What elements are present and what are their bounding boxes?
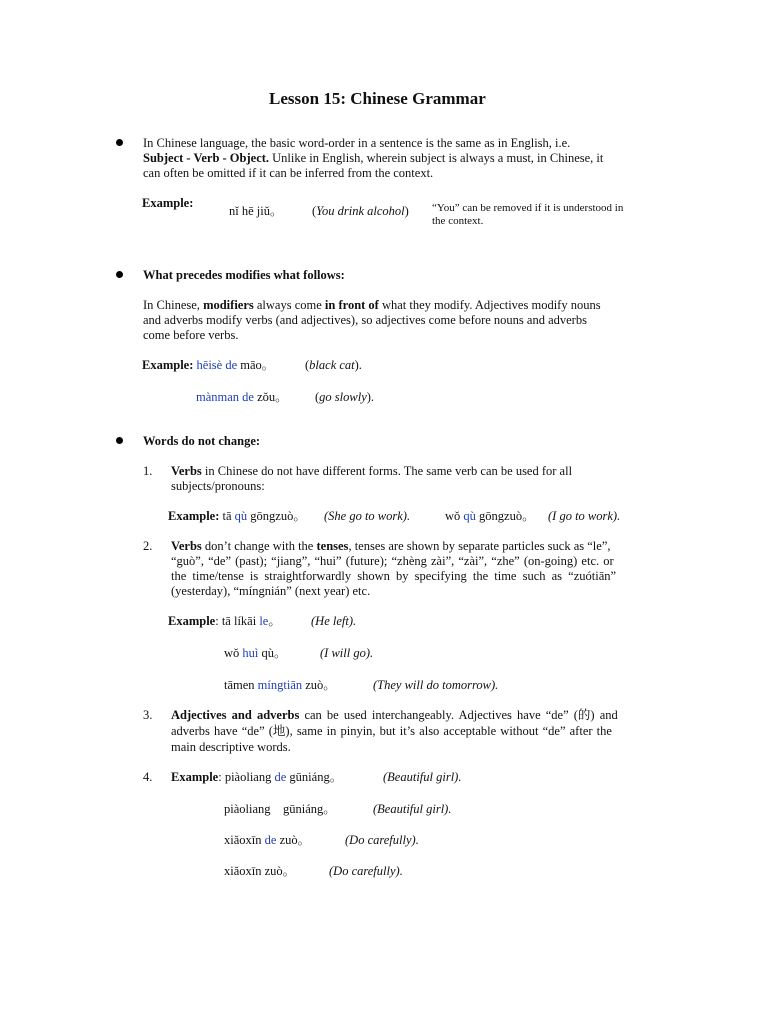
item1-line1: Verbs in Chinese do not have different forms. The same verb can be used for all (171, 464, 573, 478)
item2-line2: “guò”, “de” (past); “jiang”, “hui” (future); “zhèng zài”, “zài”, “zhe” (on-going) etc. or (171, 554, 614, 568)
item2-example-b-trans: (I will go). (320, 646, 374, 660)
item2-example-a: Example: tā líkāi le。 (168, 614, 281, 628)
s3-heading: Words do not change: (143, 434, 261, 448)
item1-example-b-trans: (I go to work). (548, 509, 621, 523)
example-translation: (You drink alcohol) (312, 204, 409, 218)
item4-example-d: xiǎoxīn zuò。 (224, 864, 296, 878)
item2-line1: Verbs don’t change with the tenses, tenses are shown by separate particles suck as “le”, (171, 539, 611, 553)
svo-term: Subject - Verb - Object. (143, 151, 270, 165)
item-number: 1. (143, 464, 153, 478)
s1-line2: Subject - Verb - Object. Unlike in English, wherein subject is always a must, in Chinese, it (143, 151, 604, 165)
item4-example-c: xiǎoxīn de zuò。 (224, 833, 311, 847)
item3-line2: adverbs have “de” (地), same in pinyin, but it’s also acceptable without “de” after the (171, 724, 612, 738)
item2-line4: (yesterday), “míngnián” (next year) etc. (171, 584, 371, 598)
item4-example-b-trans: (Beautiful girl). (373, 802, 452, 816)
s2-line2: and adverbs modify verbs (and adjectives), so adjectives come before nouns and adverbs (143, 313, 587, 327)
item3-line3: main descriptive words. (171, 740, 291, 754)
item2-line3: the time/tense is straightforwardly shown by specifying the time such as “zuótiān” (171, 569, 617, 583)
item4-example-a-trans: (Beautiful girl). (383, 770, 462, 784)
item2-example-c-trans: (They will do tomorrow). (373, 678, 499, 692)
item2-example-b: wǒ huì qù。 (224, 646, 287, 660)
s2-line3: come before verbs. (143, 328, 239, 342)
item1-example-b: wǒ qù gōngzuò。 (445, 509, 535, 523)
item2-example-c: tāmen míngtiān zuò。 (224, 678, 336, 692)
s1-line3: can often be omitted if it can be inferred from the context. (143, 166, 434, 180)
example-label: Example: (142, 196, 194, 210)
item-number: 3. (143, 708, 153, 722)
item4-example-b: piàoliang gūniáng。 (224, 802, 336, 816)
example-note-line1: “You” can be removed if it is understood in (432, 202, 624, 214)
item1-line2: subjects/pronouns: (171, 479, 265, 493)
s2-example-1: Example: hēisè de māo。 (142, 358, 275, 372)
item3-line1: Adjectives and adverbs can be used interchangeably. Adjectives have “de” (的) and (171, 708, 618, 722)
item4-example-c-trans: (Do carefully). (345, 833, 419, 847)
example-pinyin: nǐ hē jiǔ。 (229, 204, 283, 218)
bullet (116, 271, 123, 278)
item-number: 2. (143, 539, 153, 553)
item2-example-a-trans: (He left). (311, 614, 357, 628)
page-title: Lesson 15: Chinese Grammar (269, 89, 486, 108)
item1-example-a: Example: tā qù gōngzuò。 (168, 509, 306, 523)
example-note-line2: the context. (432, 215, 484, 227)
s2-example-1-trans: (black cat). (305, 358, 362, 372)
item1-example-a-trans: (She go to work). (324, 509, 411, 523)
item-number: 4. (143, 770, 153, 784)
s2-line1: In Chinese, modifiers always come in front of what they modify. Adjectives modify nouns (143, 298, 601, 312)
bullet (116, 139, 123, 146)
s2-example-2-trans: (go slowly). (315, 390, 375, 404)
item4-example-d-trans: (Do carefully). (329, 864, 403, 878)
s1-line1: In Chinese language, the basic word-order in a sentence is the same as in English, i.e. (143, 136, 571, 150)
bullet (116, 437, 123, 444)
s2-example-2: mànman de zǒu。 (196, 390, 288, 404)
s2-heading: What precedes modifies what follows: (143, 268, 345, 282)
item4-example-a: Example: piàoliang de gūniáng。 (171, 770, 343, 784)
